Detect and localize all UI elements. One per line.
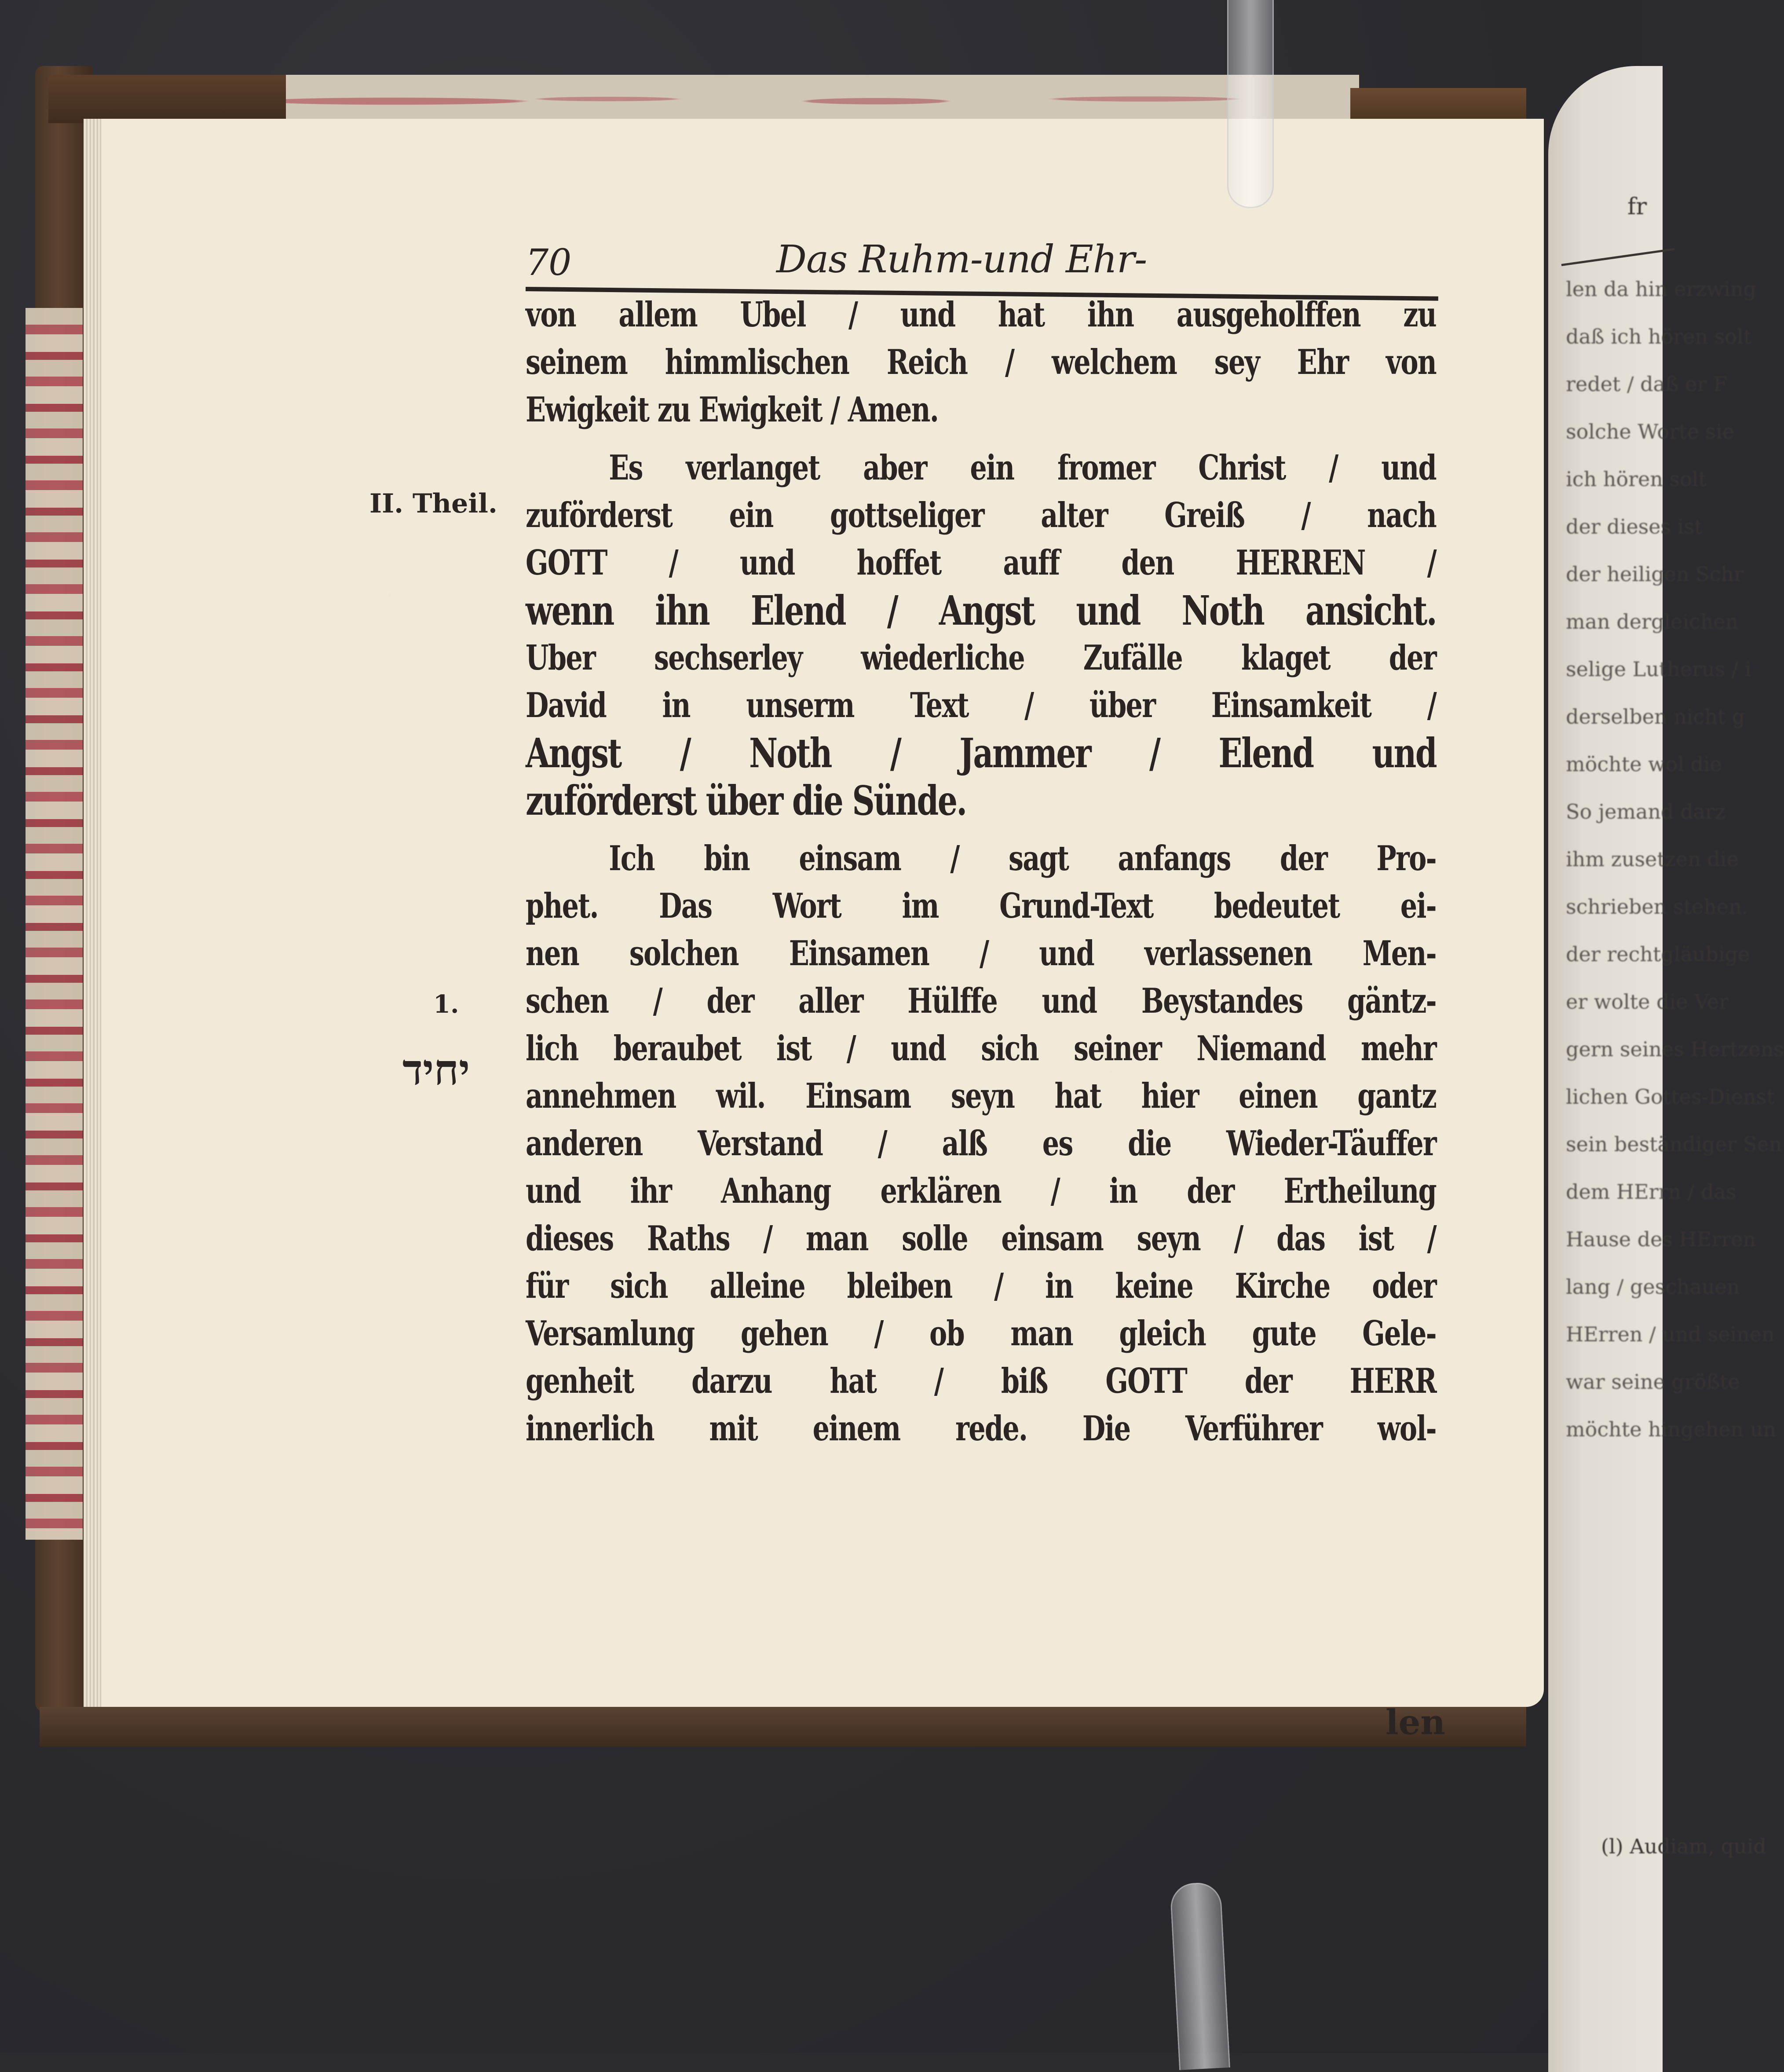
main-text-block (526, 233, 1438, 1453)
page-number: 70 (526, 242, 572, 284)
text-line: Versamlung gehen / ob man gleich gute Gele- (526, 1314, 1437, 1354)
text-line-emphasized: zuförderst über die Sünde. (526, 777, 966, 824)
text-line: nen solchen Einsamen / und verlassenen Men- (526, 933, 1437, 974)
text-line: Es verlanget aber ein fromer Christ / und (609, 448, 1437, 488)
facing-text-line: sein beständiger Sen (1566, 1132, 1782, 1156)
leather-cover-top-corner (48, 75, 295, 123)
marbled-endpaper (26, 308, 83, 1540)
text-line: zuförderst ein gottseliger alter Greiß / nach (526, 495, 1437, 535)
margin-note-number: 1. (433, 990, 459, 1019)
transparent-holding-strap-top (1227, 0, 1274, 208)
text-line: dieses Raths / man solle einsam seyn / das ist / (526, 1219, 1437, 1259)
text-line: GOTT / und hoffet auff den HERREN / (526, 543, 1437, 583)
text-line-emphasized: Angst / Noth / Jammer / Elend und (526, 729, 1437, 777)
paragraph-3 (526, 835, 1438, 1453)
facing-text-line: daß ich hören solt (1566, 325, 1752, 348)
paragraph-1 (526, 291, 1438, 434)
page-header (526, 233, 1438, 282)
transparent-holding-strap-bottom (1170, 1882, 1230, 2070)
facing-text-line: ich hören solt (1566, 467, 1707, 491)
text-line: annehmen wil. Einsam seyn hat hier einen gantz (526, 1076, 1437, 1116)
facing-text-line: HErren / und seinen (1566, 1322, 1775, 1346)
text-line: schen / der aller Hülffe und Beystandes gäntz- (526, 981, 1437, 1021)
leather-cover-top-right (1350, 88, 1526, 123)
text-line: Uber sechserley wiederliche Zufälle klaget der (526, 638, 1437, 678)
text-line: lich beraubet ist / und sich seiner Niemand mehr (526, 1029, 1437, 1069)
text-line: Ewigkeit zu Ewigkeit / Amen. (526, 390, 939, 430)
facing-text-line: lichen Gottes-Dienst (1566, 1085, 1775, 1109)
text-line: phet. Das Wort im Grund-Text bedeutet ei- (526, 886, 1437, 926)
text-line: von allem Ubel / und hat ihn ausgeholffen zu (526, 295, 1437, 335)
text-line: innerlich mit einem rede. Die Verführer wol- (526, 1409, 1437, 1449)
text-line: anderen Verstand / alß es die Wieder-Täuffer (526, 1124, 1437, 1164)
facing-text-line: lang / geschauen (1566, 1275, 1740, 1299)
facing-page-recto (1548, 66, 1784, 2072)
facing-text-line: dem HErrn / das (1566, 1180, 1736, 1204)
text-line: seinem himmlischen Reich / welchem sey Ehr von (526, 342, 1437, 382)
text-line: für sich alleine bleiben / in keine Kirche oder (526, 1266, 1437, 1306)
running-head: Das Ruhm-und Ehr- (776, 238, 1147, 282)
facing-header-rule (1561, 248, 1675, 266)
facing-text-line: möchte hingehen un (1566, 1417, 1777, 1441)
margin-note-part: II. Theil. (369, 488, 497, 519)
text-line: Ich bin einsam / sagt anfangs der Pro- (609, 838, 1437, 879)
facing-text-line: So jemand darz (1566, 800, 1726, 824)
facing-text-line: gern seines Hertzens (1566, 1037, 1784, 1061)
facing-text-line: man dergleichen (1566, 610, 1739, 633)
facing-text-line: er wolte die Ver (1566, 990, 1729, 1014)
facing-text-line: möchte wol die (1566, 752, 1722, 776)
catchword: len (1386, 1702, 1445, 1743)
text-line-emphasized: wenn ihn Elend / Angst und Noth ansicht. (526, 587, 1437, 634)
facing-text-line: redet / daß er F (1566, 372, 1728, 396)
facing-text-line: ihm zusetzen die (1566, 847, 1739, 871)
text-line: genheit darzu hat / biß GOTT der HERR (526, 1361, 1437, 1401)
facing-running-head: fr (1627, 194, 1647, 220)
facing-text-line: selige Lutherus / i (1566, 657, 1751, 681)
facing-text-line: Hause des HErren (1566, 1227, 1756, 1251)
margin-note-hebrew: יחיד (402, 1045, 470, 1095)
text-line: und ihr Anhang erklären / in der Ertheilung (526, 1171, 1437, 1211)
facing-text-line: derselben nicht g (1566, 705, 1745, 728)
facing-text-line: war seine größte (1566, 1370, 1740, 1394)
facing-text-line: solche Worte sie (1566, 420, 1734, 443)
leather-cover-bottom (40, 1707, 1526, 1746)
facing-text-line: der dieses ist (1566, 515, 1703, 538)
text-line: David in unserm Text / über Einsamkeit / (526, 685, 1437, 725)
paragraph-2 (526, 444, 1438, 824)
facing-footnote: (l) Audiam, quid (1601, 1834, 1766, 1858)
facing-text-line: schrieben stehen. (1566, 895, 1748, 919)
facing-text-line: len da hin erzwing (1566, 277, 1756, 301)
facing-text-line: der rechtgläubige (1566, 942, 1750, 966)
facing-text-line: der heiligen Schr (1566, 562, 1744, 586)
marbled-cover-top (286, 75, 1359, 119)
